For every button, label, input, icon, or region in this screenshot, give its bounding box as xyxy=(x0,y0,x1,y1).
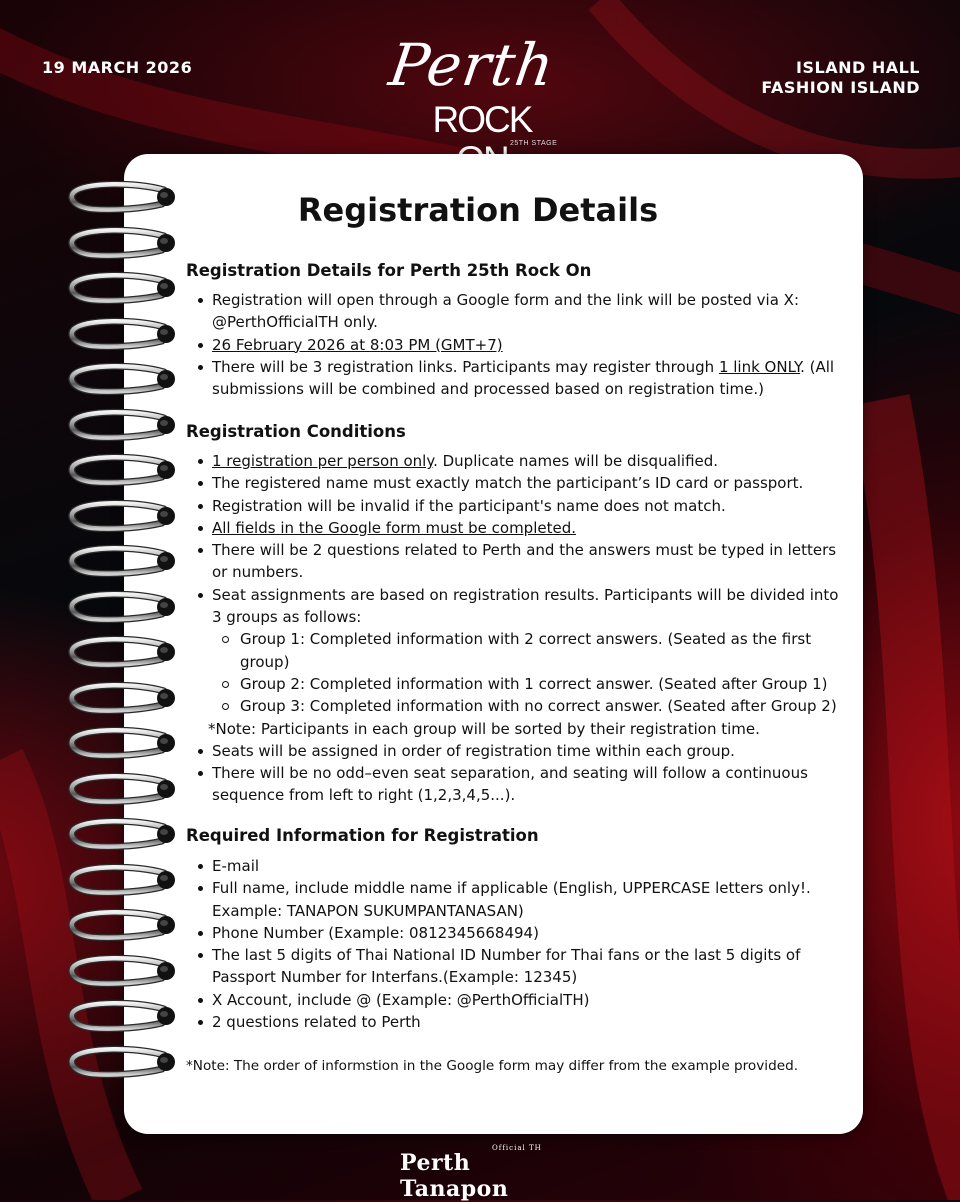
list-item-text: There will be 3 registration links. Participants may register through xyxy=(212,357,719,376)
spiral-ring-icon xyxy=(66,590,181,624)
group-item: Group 3: Completed information with no correct answer. (Seated after Group 2) xyxy=(212,695,850,717)
list-item xyxy=(186,517,850,539)
one-registration-emphasis: 1 registration per person only xyxy=(212,452,434,470)
spiral-ring-icon xyxy=(66,772,181,806)
spiral-binding xyxy=(66,180,186,1120)
required-info-list xyxy=(186,855,850,1033)
list-item-text: . Duplicate names will be disqualified. xyxy=(433,452,719,470)
section-heading-conditions: Registration Conditions xyxy=(186,422,406,441)
list-item: There will be 2 questions related to Perth and the answers must be typed in letters or numbers. xyxy=(186,539,850,584)
form-order-note: *Note: The order of informstion in the Google form may differ from the example provided. xyxy=(186,1058,799,1074)
spiral-ring-icon xyxy=(66,317,181,351)
list-item: Full name, include middle name if applicable (English, UPPERCASE letters only!. Example: TANAPON SUKUMPANTANASAN) xyxy=(186,877,850,922)
spiral-ring-icon xyxy=(66,954,181,988)
footer-official-text: Official TH xyxy=(492,1144,542,1152)
event-date: 19 MARCH 2026 xyxy=(42,58,193,77)
list-item: Registration will be invalid if the participant's name does not match. xyxy=(186,495,850,517)
spiral-ring-icon xyxy=(66,817,181,851)
list-item: The last 5 digits of Thai National ID Number for Thai fans or the last 5 digits of Passport Number for Interfans.(Example: 12345) xyxy=(186,944,850,989)
spiral-ring-icon xyxy=(66,863,181,897)
list-item xyxy=(186,450,850,472)
list-item xyxy=(186,334,850,356)
list-item xyxy=(186,584,850,740)
spiral-ring-icon xyxy=(66,681,181,715)
spiral-ring-icon xyxy=(66,362,181,396)
venue-line-1: ISLAND HALL xyxy=(796,58,920,77)
spiral-ring-icon xyxy=(66,726,181,760)
conditions-list xyxy=(186,450,850,807)
spiral-ring-icon xyxy=(66,499,181,533)
list-item: E-mail xyxy=(186,855,850,877)
spiral-ring-icon xyxy=(66,1045,181,1079)
list-item: There will be no odd–even seat separation, and seating will follow a continuous sequence from left to right (1,2,3,4,5...). xyxy=(186,762,850,807)
spiral-ring-icon xyxy=(66,453,181,487)
spiral-ring-icon xyxy=(66,271,181,305)
spiral-ring-icon xyxy=(66,635,181,669)
list-item-text: Seat assignments are based on registration results. Participants will be divided into 3 groups as follows: xyxy=(212,585,839,627)
list-item: The registered name must exactly match the participant’s ID card or passport. xyxy=(186,472,850,494)
page-title: Registration Details xyxy=(297,191,659,229)
list-item: X Account, include @ (Example: @PerthOfficialTH) xyxy=(186,989,850,1011)
list-item-text: . (All submissions will be combined and processed based on registration time.) xyxy=(212,357,835,399)
spiral-ring-icon xyxy=(66,408,181,442)
footer-name-text: Perth Tanapon xyxy=(400,1150,509,1202)
venue-line-2: FASHION ISLAND xyxy=(761,78,920,97)
spiral-ring-icon xyxy=(66,226,181,260)
spiral-ring-icon xyxy=(66,908,181,942)
event-logo xyxy=(350,31,610,148)
list-item: Seats will be assigned in order of registration time within each group. xyxy=(186,740,850,762)
logo-script-text: Perth xyxy=(385,31,559,99)
spiral-ring-icon xyxy=(66,544,181,578)
event-venue xyxy=(761,58,920,98)
list-item: Phone Number (Example: 0812345668494) xyxy=(186,922,850,944)
group-item: Group 2: Completed information with 1 correct answer. (Seated after Group 1) xyxy=(212,673,850,695)
spiral-ring-icon xyxy=(66,999,181,1033)
list-item: 2 questions related to Perth xyxy=(186,1011,850,1033)
all-fields-emphasis: All fields in the Google form must be completed. xyxy=(212,518,576,537)
spiral-ring-icon xyxy=(66,180,181,214)
details-list xyxy=(186,289,850,400)
list-item xyxy=(186,356,850,401)
registration-date: 26 February 2026 at 8:03 PM (GMT+7) xyxy=(212,335,503,354)
group-item: Group 1: Completed information with 2 correct answers. (Seated as the first group) xyxy=(212,628,850,673)
footer-logo xyxy=(400,1144,570,1202)
list-item: Registration will open through a Google form and the link will be posted via X: @PerthOfficialTH only. xyxy=(186,289,850,334)
logo-main-text: ROCK xyxy=(432,99,532,140)
section-heading-required-info: Required Information for Registration xyxy=(186,826,539,845)
group-note: *Note: Participants in each group will be sorted by their registration time. xyxy=(208,719,760,738)
section-heading-details: Registration Details for Perth 25th Rock On xyxy=(186,261,592,280)
link-only-emphasis: 1 link ONLY xyxy=(718,357,801,376)
logo-stage-text: 25TH STAGE xyxy=(510,140,558,147)
groups-list xyxy=(212,628,850,717)
